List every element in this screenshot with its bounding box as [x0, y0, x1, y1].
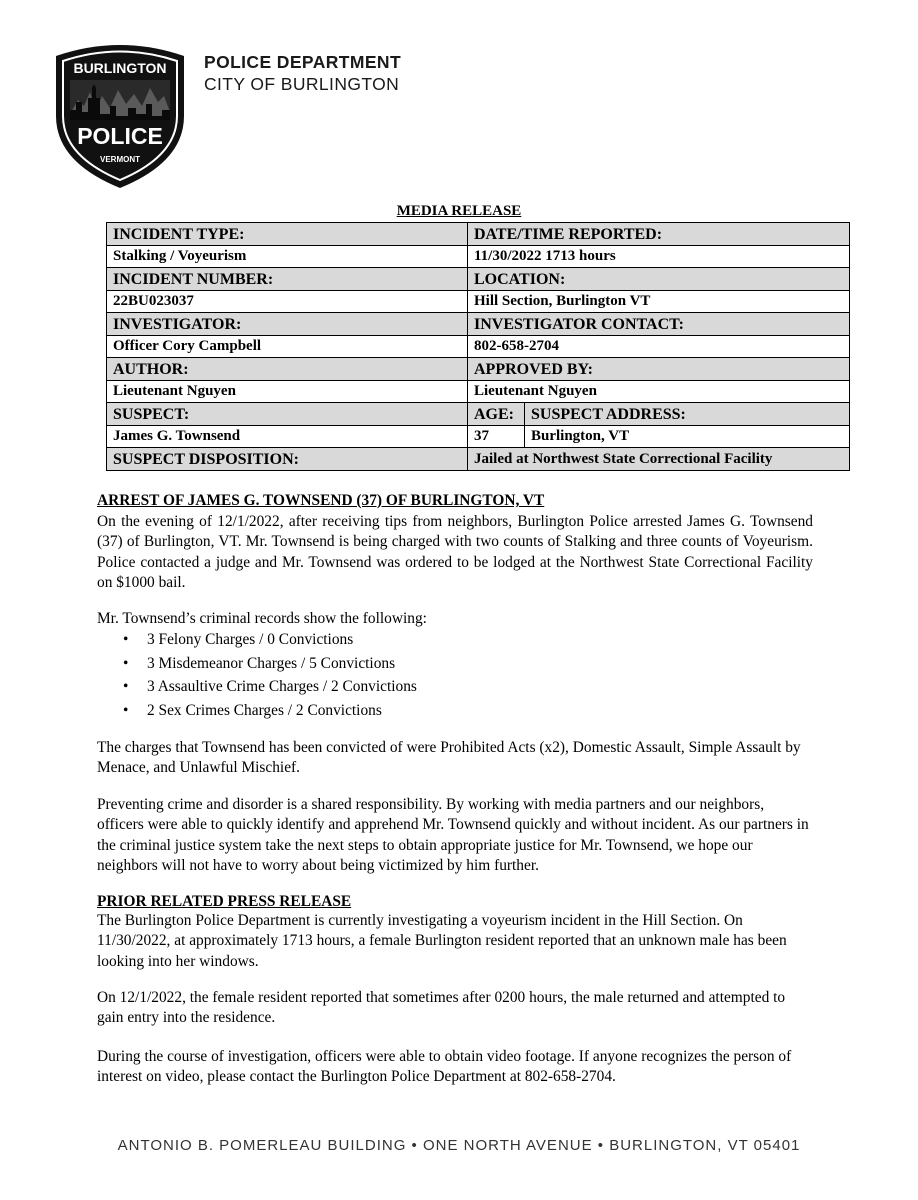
badge-main-text: POLICE: [77, 123, 163, 149]
incident-info-table: [106, 222, 850, 471]
list-item: [97, 652, 813, 676]
author-label: AUTHOR:: [107, 358, 468, 381]
age-label: AGE:: [468, 403, 525, 426]
badge-bottom-text: VERMONT: [100, 155, 140, 164]
department-city: CITY OF BURLINGTON: [204, 74, 400, 94]
datetime-value: 11/30/2022 1713 hours: [468, 246, 850, 268]
prevention-paragraph: Preventing crime and disorder is a shared responsibility. By working with media partners and our neighbors, officers were able to quickly identify and apprehend Mr. Townsend quickly and without incident. As our partners in the criminal justice system take the next steps to obtain appropriate justice for Mr. Townsend, we hope our neighbors will not have to worry about being victimized by him further.: [97, 796, 809, 874]
incident-type-value: Stalking / Voyeurism: [107, 246, 468, 268]
prior-paragraph-2: On 12/1/2022, the female resident reported that sometimes after 0200 hours, the male returned and attempted to gain entry into the residence.: [97, 989, 786, 1027]
records-intro: Mr. Townsend’s criminal records show the following:: [97, 610, 427, 627]
record-text: 3 Assaultive Crime Charges / 2 Convictions: [147, 678, 417, 695]
burlington-police-badge-logo: [52, 40, 188, 190]
suspect-label: SUSPECT:: [107, 403, 468, 426]
bullet-icon: •: [123, 678, 129, 695]
investigator-value: Officer Cory Campbell: [107, 336, 468, 358]
arrest-paragraph: On the evening of 12/1/2022, after receiving tips from neighbors, Burlington Police arrested James G. Townsend (37) of Burlington, VT. Mr. Townsend is being charged with two counts of Stalking and three counts of Voyeurism. Police contacted a judge and Mr. Townsend was ordered to be lodged at the Northwest State Correctional Facility on $1000 bail.: [97, 513, 813, 591]
prior-paragraph-1: The Burlington Police Department is currently investigating a voyeurism incident in the Hill Section. On 11/30/2022, at approximately 1713 hours, a female Burlington resident reported that an unknown male has been looking into her windows.: [97, 912, 787, 970]
prior-paragraph-3: During the course of investigation, officers were able to obtain video footage. If anyone recognizes the person of interest on video, please contact the Burlington Police Department at 802-658-2704.: [97, 1048, 792, 1086]
age-value: 37: [468, 426, 525, 448]
approved-by-label: APPROVED BY:: [468, 358, 850, 381]
location-value: Hill Section, Burlington VT: [468, 291, 850, 313]
list-item: [97, 628, 813, 652]
media-release-title: MEDIA RELEASE: [396, 203, 522, 219]
location-label: LOCATION:: [468, 268, 850, 291]
badge-top-text: BURLINGTON: [73, 60, 167, 76]
arrest-heading: ARREST OF JAMES G. TOWNSEND (37) OF BURLINGTON, VT: [97, 492, 545, 509]
list-item: [97, 699, 813, 723]
disposition-value: Jailed at Northwest State Correctional Facility: [468, 448, 850, 471]
incident-number-label: INCIDENT NUMBER:: [107, 268, 468, 291]
suspect-value: James G. Townsend: [107, 426, 468, 448]
author-value: Lieutenant Nguyen: [107, 381, 468, 403]
department-name: POLICE DEPARTMENT: [204, 52, 402, 72]
incident-type-label: INCIDENT TYPE:: [107, 223, 468, 246]
list-item: [97, 675, 813, 699]
suspect-address-label: SUSPECT ADDRESS:: [525, 403, 850, 426]
bullet-icon: •: [123, 631, 129, 648]
datetime-label: DATE/TIME REPORTED:: [468, 223, 850, 246]
prior-release-heading: PRIOR RELATED PRESS RELEASE: [97, 893, 352, 910]
investigator-label: INVESTIGATOR:: [107, 313, 468, 336]
incident-number-value: 22BU023037: [107, 291, 468, 313]
footer-address: ANTONIO B. POMERLEAU BUILDING • ONE NORTH AVENUE • BURLINGTON, VT 05401: [117, 1137, 801, 1154]
investigator-contact-value: 802-658-2704: [468, 336, 850, 358]
investigator-contact-label: INVESTIGATOR CONTACT:: [468, 313, 850, 336]
bullet-icon: •: [123, 701, 129, 719]
approved-by-value: Lieutenant Nguyen: [468, 381, 850, 403]
convictions-paragraph: The charges that Townsend has been convicted of were Prohibited Acts (x2), Domestic Assault, Simple Assault by Menace, and Unlawful Mischief.: [97, 739, 801, 777]
bullet-icon: •: [123, 654, 129, 672]
record-text: 3 Felony Charges / 0 Convictions: [147, 631, 354, 648]
record-text: 2 Sex Crimes Charges / 2 Convictions: [147, 701, 382, 719]
record-text: 3 Misdemeanor Charges / 5 Convictions: [147, 654, 396, 672]
criminal-records-list: [97, 628, 813, 722]
suspect-address-value: Burlington, VT: [525, 426, 850, 448]
disposition-label: SUSPECT DISPOSITION:: [107, 448, 468, 471]
